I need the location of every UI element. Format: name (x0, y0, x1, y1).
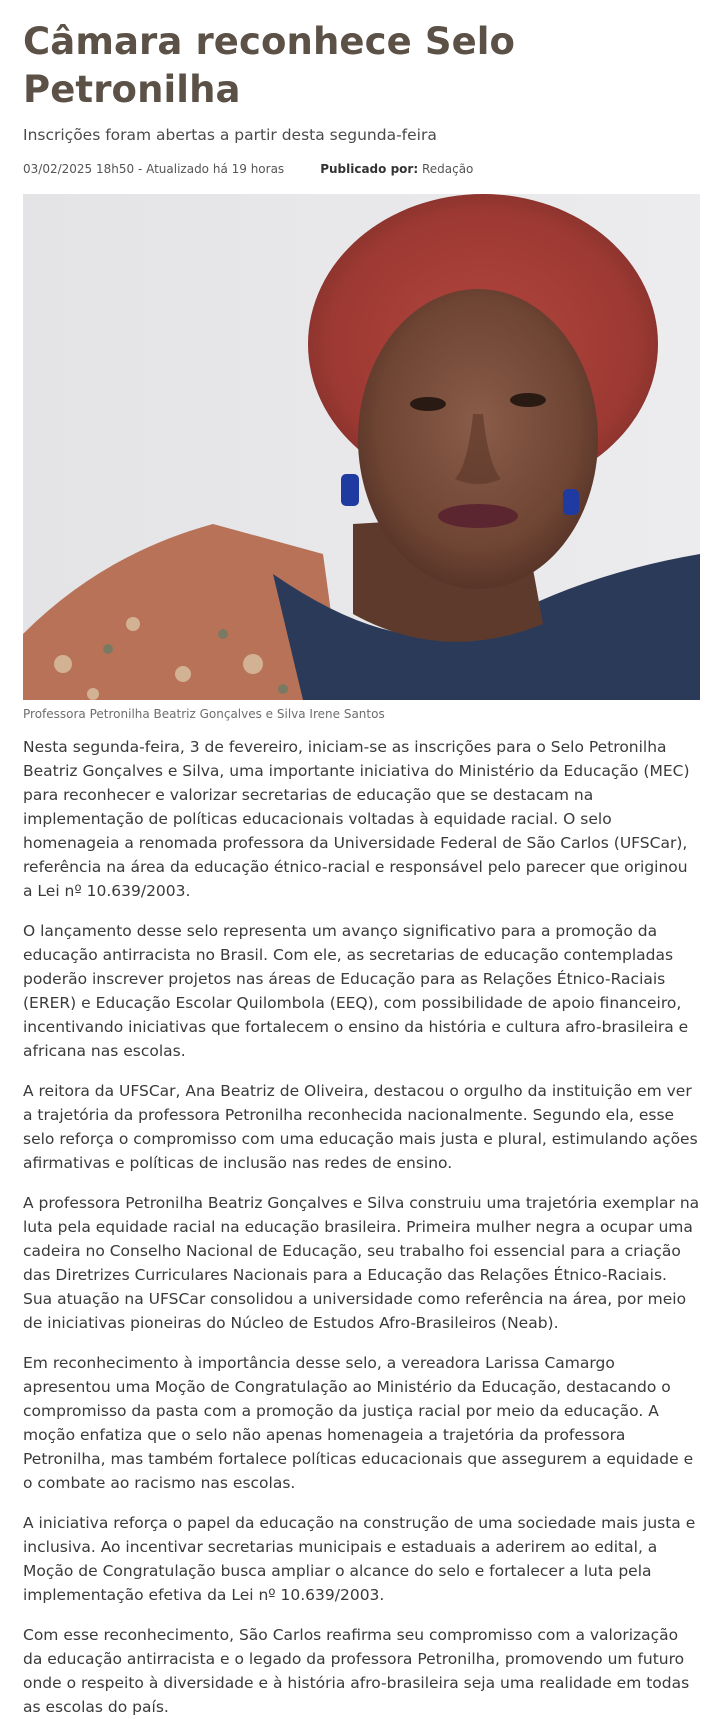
article-paragraph: A reitora da UFSCar, Ana Beatriz de Oliveira, destacou o orgulho da instituição em ver a trajetória da professora Petronilha reconhecida nacionalmente. Segundo ela, esse selo reforça o compromisso com uma educação mais justa e plural, estimulando ações afirmativas e políticas de inclusão nas redes de ensino. (23, 1082, 698, 1172)
article-paragraph: A iniciativa reforça o papel da educação na construção de uma sociedade mais justa e inclusiva. Ao incentivar secretarias municipais e estaduais a aderirem ao edital, a Moção de Congratulação busca ampliar o alcance do selo e fortalecer a luta pela implementação efetiva da Lei nº 10.639/2003. (23, 1514, 696, 1604)
author-name: Redação (421, 162, 474, 176)
article-paragraph: Nesta segunda-feira, 3 de fevereiro, iniciam-se as inscrições para o Selo Petronilha Beatriz Gonçalves e Silva, uma importante iniciativa do Ministério da Educação (MEC) para reconhecer e valorizar secretarias de educação que se destacam na implementação de políticas educacionais voltadas à equidade racial. O selo homenageia a renomada professora da Universidade Federal de São Carlos (UFSCar), referência na área da educação étnico-racial e responsável pelo parecer que originou a Lei nº 10.639/2003. (23, 738, 690, 900)
author-label: Publicado por: (320, 162, 419, 176)
article-subtitle: Inscrições foram abertas a partir desta segunda-feira (23, 126, 437, 144)
article-body (23, 735, 700, 1719)
article-title: Câmara reconhece Selo Petronilha (23, 20, 516, 111)
author-byline (320, 160, 473, 178)
article-paragraph: Em reconhecimento à importância desse selo, a vereadora Larissa Camargo apresentou uma Moção de Congratulação ao Ministério da Educação, destacando o compromisso da pasta com a promoção da justiça racial por meio da educação. A moção enfatiza que o selo não apenas homenageia a trajetória da professora Petronilha, mas também fortalece políticas educacionais que assegurem a equidade e o combate ao racismo nas escolas. (23, 1354, 694, 1492)
article-paragraph: A professora Petronilha Beatriz Gonçalves e Silva construiu uma trajetória exemplar na luta pela equidade racial na educação brasileira. Primeira mulher negra a ocupar uma cadeira no Conselho Nacional de Educação, seu trabalho foi essencial para a criação das Diretrizes Curriculares Nacionais para a Educação das Relações Étnico-Raciais. Sua atuação na UFSCar consolidou a universidade como referência na área, por meio de iniciativas pioneiras do Núcleo de Estudos Afro-Brasileiros (Neab). (23, 1194, 700, 1332)
article-meta (23, 160, 700, 178)
article-photo (23, 194, 700, 700)
article-paragraph: O lançamento desse selo representa um avanço significativo para a promoção da educação antirracista no Brasil. Com ele, as secretarias de educação contempladas poderão inscrever projetos nas áreas de Educação para as Relações Étnico-Raciais (ERER) e Educação Escolar Quilombola (EEQ), com possibilidade de apoio financeiro, incentivando iniciativas que fortalecem o ensino da história e cultura afro-brasileira e africana nas escolas. (23, 922, 689, 1060)
publish-date: 03/02/2025 18h50 - Atualizado há 19 horas (23, 162, 285, 176)
article-paragraph: Com esse reconhecimento, São Carlos reafirma seu compromisso com a valorização da educação antirracista e o legado da professora Petronilha, promovendo um futuro onde o respeito à diversidade e à história afro-brasileira seja uma realidade em todas as escolas do país. (23, 1626, 690, 1716)
article-figure (23, 194, 700, 722)
image-caption: Professora Petronilha Beatriz Gonçalves e Silva Irene Santos (23, 707, 385, 721)
